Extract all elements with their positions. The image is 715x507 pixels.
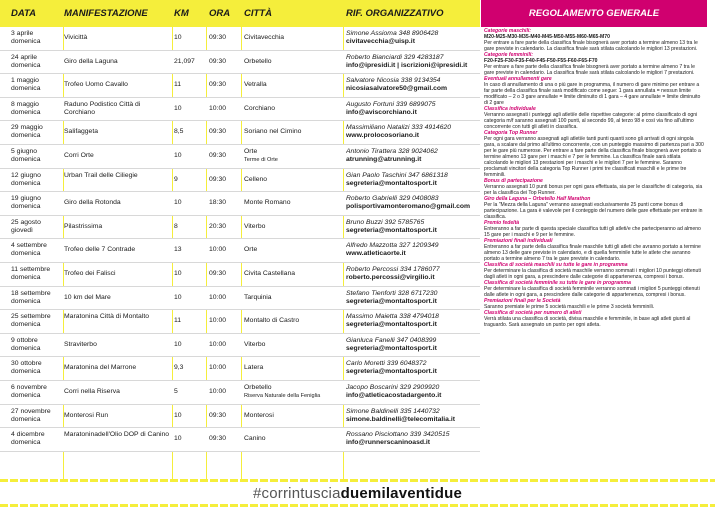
col-rif: RIF. ORGANIZZATIVO bbox=[346, 8, 444, 19]
regolamento-paragraph: Per determinare la classifica di società maschile verranno sommati i migliori 10 punteggi ottenuti dagli atleti in ogni gara, a prescindere dalle categorie di appartenenza, compresi i bonus. bbox=[484, 268, 701, 280]
regolamento-paragraph: Per la "Mezza della Laguna" verranno assegnati esclusivamente 25 punti come bonus di partecipazione. La gara è valevole per il conteggio del numero delle gare effettuate per entrare in classifica. bbox=[484, 202, 703, 220]
regolamento-paragraph: Premiazioni finali individuali bbox=[484, 238, 553, 244]
event-name: Giro della Laguna bbox=[64, 57, 118, 65]
regolamento-paragraph: Categoria Top Runner bbox=[484, 130, 538, 136]
event-city: Orte Terme di Orte bbox=[244, 147, 278, 163]
event-km: 10 bbox=[174, 151, 182, 159]
event-ora: 09:30 bbox=[209, 175, 227, 183]
slogan: #corrintusciaduemilaventidue bbox=[253, 485, 462, 502]
event-km: 10 bbox=[174, 411, 182, 419]
regolamento-paragraph: Entreranno a far parte della classifica finale maschile tutti gli atleti che avranno portato a termine almeno 13 delle gare previste in calendario, e di quella femminile tutte le atlete che avranno portato a termine almeno 7 tra le gare previste in calendario. bbox=[484, 244, 701, 262]
event-contact: Augusto Fortuni 339 6899075 info@aviscorchiano.it bbox=[346, 100, 436, 116]
event-name: Corri nella Riserva bbox=[64, 387, 120, 395]
event-date: 25 settembre domenica bbox=[11, 313, 51, 329]
event-km: 10 bbox=[174, 34, 182, 41]
regolamento-paragraph: Classifica di società femminile su tutte le gare in programma bbox=[484, 280, 631, 286]
event-ora: 18:30 bbox=[209, 199, 227, 207]
event-contact: Carlo Moretti 339 6048372 segreteria@montaltosport.it bbox=[346, 360, 437, 376]
table-header bbox=[0, 0, 480, 27]
regolamento-paragraph: Bonus di partecipazione bbox=[484, 178, 543, 184]
event-contact: Roberto Percossi 334 1786077 roberto.percossi@virgilio.it bbox=[346, 265, 440, 281]
event-ora: 09:30 bbox=[209, 128, 227, 136]
event-contact: Alfredo Mazzotta 327 1209349 www.atleticaorte.it bbox=[346, 242, 439, 258]
table-row bbox=[0, 287, 480, 311]
regolamento-paragraph: Saranno premiate le prime 5 società maschili e le prime 3 società femminili. bbox=[484, 304, 655, 310]
event-date: 3 aprile domenica bbox=[11, 30, 41, 45]
table-row bbox=[0, 51, 480, 75]
regolamento-paragraph: Entreranno a far parte di questa speciale classifica tutti gli atleti/e che parteciperanno ad almeno 15 gare per i maschi e 9 per le femmine. bbox=[484, 226, 701, 238]
event-name: Trofeo Uomo Cavallo bbox=[64, 81, 128, 89]
event-city: Corchiano bbox=[244, 104, 275, 112]
regolamento-paragraph: F20-F25-F30-F35-F40-F45-F50-F55-F60-F65-F70 bbox=[484, 58, 598, 64]
event-date: 11 settembre domenica bbox=[11, 265, 51, 281]
event-km: 10 bbox=[174, 269, 182, 277]
event-city: Vetralla bbox=[244, 81, 267, 89]
event-ora: 09:30 bbox=[209, 269, 227, 277]
event-ora: 09:30 bbox=[209, 151, 227, 159]
event-contact: Simone Baldinelli 335 1440732 simone.baldinelli@telecomitalia.it bbox=[346, 407, 455, 423]
col-manifestazione: MANIFESTAZIONE bbox=[64, 8, 148, 19]
event-ora: 10:00 bbox=[209, 317, 227, 325]
event-city: Monte Romano bbox=[244, 199, 291, 207]
event-contact: Massimo Maietta 338 4794018 segreteria@montaltosport.it bbox=[346, 313, 439, 329]
regolamento-paragraph: Giro della Laguna – Orbetello Half Marathon bbox=[484, 196, 591, 202]
event-ora: 09:30 bbox=[209, 435, 227, 443]
event-name: Raduno Podistico Città di Corchiano bbox=[64, 100, 141, 116]
event-city: Latera bbox=[244, 364, 264, 372]
regolamento-paragraph: In caso di annullamento di una o più gare in programma, il numero di gare minimo per entrare a far parte della classifica finale sarà modificato come segue: 1 gara annullata = nessun limite modificato – 2 o 3 gare annullate = limite diminuito di 1 gara – 4 gare annullate = limite diminuito di 2 gare bbox=[484, 82, 701, 106]
event-ora: 10:00 bbox=[209, 340, 227, 348]
table-row bbox=[0, 121, 480, 145]
event-city: Canino bbox=[244, 435, 266, 443]
event-km: 21,097 bbox=[174, 57, 195, 65]
table-row bbox=[0, 98, 480, 122]
event-city: Monterosi bbox=[244, 411, 274, 419]
event-city: Soriano nel Cimino bbox=[244, 128, 302, 136]
regolamento-paragraph: Verranno assegnati i punteggi agli atleti/e delle rispettive categorie: al primo classificato di ogni categoria m/f saranno assegnati 100 punti, al secondo 99, al terzo 98 e così via fino all'ultimo concorrente con tutti gli atleti in classifica. bbox=[484, 112, 698, 130]
regolamento-paragraph: Verrà stilata una classifica di società, divisa maschile e femminile, in base agli atleti giunti al traguardo. Sarà assegnato un punto per ogni atleta. bbox=[484, 316, 691, 328]
event-date: 4 dicembre domenica bbox=[11, 431, 45, 447]
event-km: 9,3 bbox=[174, 364, 184, 372]
regolamento-paragraph: Per entrare a fare parte della classifica finale bisognerà aver portato a termine almeno 13 tra le gare previste in calendario. La classifica finale sarà stilata calcolando le migliori 13 prestazioni. bbox=[484, 40, 698, 52]
event-name: Maratonina del Marrone bbox=[64, 364, 137, 372]
event-ora: 10:00 bbox=[209, 246, 227, 254]
event-km: 11 bbox=[174, 317, 182, 325]
event-date: 5 giugno domenica bbox=[11, 147, 41, 163]
event-date: 25 agosto giovedì bbox=[11, 218, 41, 234]
event-date: 4 settembre domenica bbox=[11, 242, 47, 258]
event-name: Trofeo delle 7 Contrade bbox=[64, 246, 136, 254]
event-name: Maratoninadell'Olio DOP di Canino bbox=[64, 431, 170, 439]
table-row bbox=[0, 405, 480, 429]
event-ora: 10:00 bbox=[209, 387, 227, 395]
event-contact: Stefano Tienforti 328 6717230 segreteria@montaltosport.it bbox=[346, 289, 438, 305]
event-km: 10 bbox=[174, 199, 182, 207]
col-citta: CITTÀ bbox=[244, 8, 272, 19]
event-ora: 10:00 bbox=[209, 364, 227, 372]
event-ora: 09:30 bbox=[209, 34, 227, 41]
event-name: Pilastrissima bbox=[64, 222, 103, 230]
event-contact: Jacopo Boscarini 329 2909920 info@atleticacostadargento.it bbox=[346, 383, 442, 399]
regolamento-paragraph: Per determinare la classifica di società femminile verranno sommati i migliori 5 punteggi ottenuti dalle atlete in ogni gara, a prescindere dalle categorie di appartenenza, compresi i bonus. bbox=[484, 286, 700, 298]
event-contact: Bruno Buzzi 392 5785765 segreteria@montaltosport.it bbox=[346, 218, 437, 234]
event-name: Vivicittà bbox=[64, 34, 88, 41]
event-km: 9 bbox=[174, 175, 178, 183]
event-ora: 10:00 bbox=[209, 293, 227, 301]
event-date: 19 giugno domenica bbox=[11, 195, 41, 211]
event-name: Corri Orte bbox=[64, 151, 94, 159]
events-table bbox=[0, 27, 480, 452]
event-city: Civitavecchia bbox=[244, 34, 285, 41]
col-data: DATA bbox=[11, 8, 36, 19]
table-row bbox=[0, 381, 480, 405]
event-km: 8,5 bbox=[174, 128, 184, 136]
table-row bbox=[0, 334, 480, 358]
regolamento-paragraph: Eventuali annullamenti gare bbox=[484, 76, 552, 82]
regolamento-paragraph: Classifica individuale bbox=[484, 106, 536, 112]
event-date: 18 settembre domenica bbox=[11, 289, 51, 305]
event-ora: 20:30 bbox=[209, 222, 227, 230]
event-date: 9 ottobre domenica bbox=[11, 336, 41, 352]
regolamento-paragraph: Categorie femminili: bbox=[484, 52, 533, 58]
regolamento-paragraph: Per ogni gara verranno assegnati agli atleti/e tanti punti quanti sono gli arrivati di ogni singola gara, a scalare dal primo all'ultimo concorrente, con un punteggio massimo di partenza pari a 300 per le gare più numerose. Per entrare a fare parte della classifica finale bisognerà aver portato a termine almeno 13 gare per i maschi e 7 per le femmine. La classifica finale sarà stilata calcolando le migliori 13 prestazioni per i maschi e le migliori 7 per le femmine. Saranno proclamati vincitori della categoria Top Runner i primi tre classificati maschili e le prime tre femminili. bbox=[484, 136, 704, 178]
event-city: Tarquinia bbox=[244, 293, 272, 301]
event-contact: Simone Assioma 348 8906428 civitavecchia@uisp.it bbox=[346, 30, 439, 45]
event-name: Giro della Rotonda bbox=[64, 199, 121, 207]
table-row bbox=[0, 357, 480, 381]
footer bbox=[0, 479, 715, 507]
event-name: 10 km del Mare bbox=[64, 293, 111, 301]
event-city: Orbetello Riserva Naturale della Feniglia bbox=[244, 383, 321, 399]
table-row bbox=[0, 145, 480, 169]
table-row bbox=[0, 27, 480, 51]
event-name: Salifaggeta bbox=[64, 128, 99, 136]
event-contact: Gian Paolo Taschini 347 6861318 segreteria@montaltosport.it bbox=[346, 171, 448, 187]
event-km: 10 bbox=[174, 104, 182, 112]
event-ora: 09:30 bbox=[209, 81, 227, 89]
table-row bbox=[0, 74, 480, 98]
regolamento-paragraph: Classifica di società per numero di atleti bbox=[484, 310, 582, 316]
regolamento-paragraph: Verranno assegnati 10 punti bonus per ogni gara effettuata, sia per le classifiche di categoria, sia per la classifica dei Top Runner. bbox=[484, 184, 703, 196]
event-date: 24 aprile domenica bbox=[11, 53, 41, 69]
event-contact: Roberto Bianciardi 329 4283187 info@ipresidi.it | iscrizioni@ipresidi.it bbox=[346, 53, 468, 69]
col-km: KM bbox=[174, 8, 189, 19]
regolamento-paragraph: Premio fedeltà bbox=[484, 220, 520, 226]
table-row bbox=[0, 169, 480, 193]
event-date: 1 maggio domenica bbox=[11, 77, 41, 93]
event-ora: 10:00 bbox=[209, 104, 227, 112]
event-ora: 09:30 bbox=[209, 411, 227, 419]
event-km: 10 bbox=[174, 293, 182, 301]
event-date: 30 ottobre domenica bbox=[11, 360, 42, 376]
event-km: 10 bbox=[174, 435, 182, 443]
event-date: 6 novembre domenica bbox=[11, 383, 47, 399]
regolamento-text bbox=[481, 27, 707, 479]
regolamento-paragraph: Categorie maschili: bbox=[484, 28, 531, 34]
regolamento-header: REGOLAMENTO GENERALE bbox=[481, 0, 707, 27]
event-km: 10 bbox=[174, 340, 182, 348]
event-contact: Roberto Gabrielli 329 0408083 polisportivamonteromano@gmail.com bbox=[346, 195, 471, 211]
regolamento-paragraph: Per entrare a fare parte della classifica finale bisognerà aver portato a termine almeno 7 tra le gare previste in calendario. La classifica finale sarà stilata calcolando le migliori 7 prestazioni. bbox=[484, 64, 695, 76]
event-contact: Antonio Tirattera 328 9024062 atrunning@atrunning.it bbox=[346, 147, 438, 163]
event-name: Maratonina Città di Montalto bbox=[64, 313, 150, 321]
table-row bbox=[0, 263, 480, 287]
event-contact: Salvatore Nicosia 338 9134354 nicosiasalvatore50@gmail.com bbox=[346, 77, 448, 93]
event-ora: 09:30 bbox=[209, 57, 227, 65]
event-date: 29 maggio domenica bbox=[11, 124, 43, 140]
event-date: 27 novembre domenica bbox=[11, 407, 51, 423]
regolamento-paragraph: Classifica di società maschili su tutte le gare in programma bbox=[484, 262, 628, 268]
event-city: Orbetello bbox=[244, 57, 272, 65]
table-row bbox=[0, 216, 480, 240]
event-contact: Massimiliano Natalizi 333 4914620 www.prolocosoriano.it bbox=[346, 124, 452, 140]
event-name: Straviterbo bbox=[64, 340, 97, 348]
event-km: 8 bbox=[174, 222, 178, 230]
event-name: Urban Trail delle Ciliegie bbox=[64, 171, 138, 179]
table-row bbox=[0, 239, 480, 263]
event-km: 5 bbox=[174, 387, 178, 395]
regolamento-paragraph: Premiazioni finali per le Società bbox=[484, 298, 561, 304]
event-city: Celleno bbox=[244, 175, 268, 183]
table-row bbox=[0, 428, 480, 452]
event-city: Viterbo bbox=[244, 340, 266, 348]
event-city: Civita Castellana bbox=[244, 269, 295, 277]
event-city: Viterbo bbox=[244, 222, 266, 230]
event-name: Trofeo dei Falisci bbox=[64, 269, 116, 277]
col-ora: ORA bbox=[209, 8, 231, 19]
event-name: Monterosi Run bbox=[64, 411, 109, 419]
event-date: 12 giugno domenica bbox=[11, 171, 41, 187]
table-row bbox=[0, 192, 480, 216]
event-contact: Rossano Pisciottano 339 3420515 info@runnerscaninoasd.it bbox=[346, 431, 450, 447]
event-km: 13 bbox=[174, 246, 182, 254]
event-km: 11 bbox=[174, 81, 182, 89]
event-contact: Gianluca Fanelli 347 0408399 segreteria@montaltosport.it bbox=[346, 336, 437, 352]
table-row bbox=[0, 310, 480, 334]
event-date: 8 maggio domenica bbox=[11, 100, 41, 116]
regolamento-paragraph: M20-M25-M30-M35-M40-M45-M50-M55-M60-M65-M70 bbox=[484, 34, 610, 40]
event-city: Montalto di Castro bbox=[244, 317, 300, 325]
event-city: Orte bbox=[244, 246, 258, 254]
